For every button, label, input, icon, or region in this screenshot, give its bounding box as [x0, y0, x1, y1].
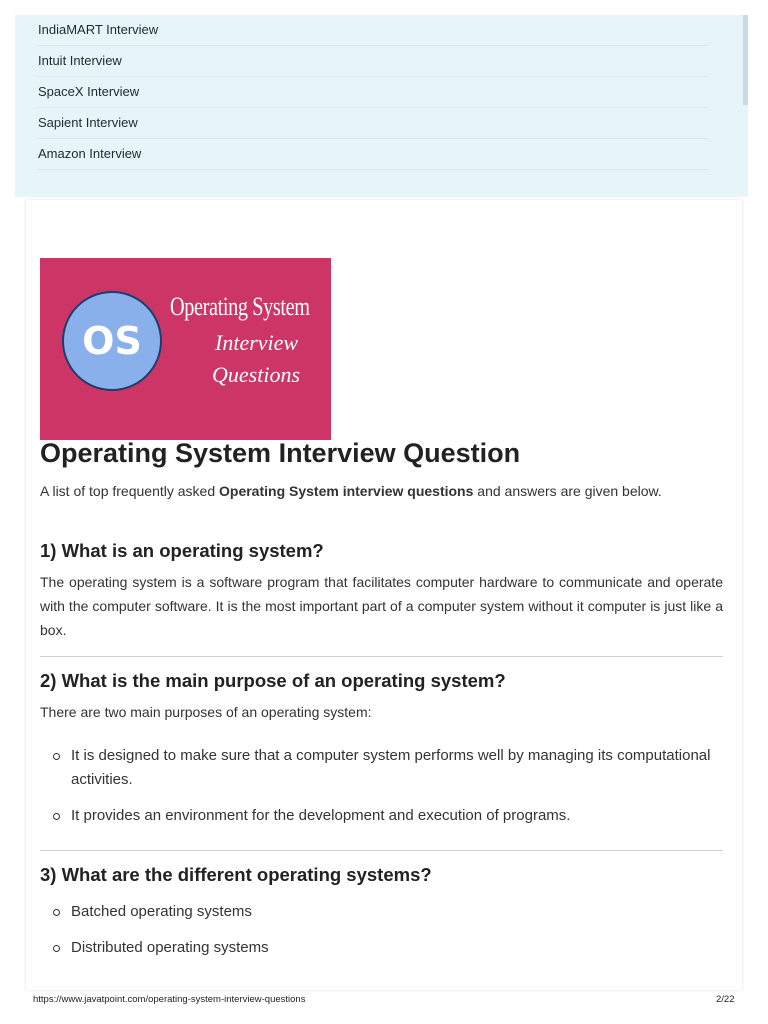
intro-text-start: A list of top frequently asked — [40, 483, 219, 499]
page-title: Operating System Interview Question — [40, 438, 521, 468]
list-item: Distributed operating systems — [40, 936, 723, 960]
question-1-heading: 1) What is an operating system? — [40, 540, 324, 561]
os-logo-circle: OS — [62, 291, 162, 391]
question-1-answer: The operating system is a software program that facilitates computer hardware to communicate and operate with the computer software. It is the most important part of a computer system without it computer is just like a box. — [40, 574, 723, 638]
question-2-intro: There are two main purposes of an operating system: — [40, 704, 372, 720]
related-link-sapient[interactable]: Sapient Interview — [38, 108, 708, 139]
intro-text-end: and answers are given below. — [473, 483, 662, 499]
question-3-heading: 3) What are the different operating systems? — [40, 864, 432, 885]
footer-url: https://www.javatpoint.com/operating-system-interview-questions — [33, 994, 306, 1005]
intro-text-bold: Operating System interview questions — [219, 483, 474, 499]
question-2-heading: 2) What is the main purpose of an operating system? — [40, 670, 506, 691]
related-link-intuit[interactable]: Intuit Interview — [38, 46, 708, 77]
related-link-indiamart[interactable]: IndiaMART Interview — [38, 15, 708, 46]
list-item: It is designed to make sure that a computer system performs well by managing its computational activities. — [40, 744, 723, 792]
banner-title: Operating System — [170, 292, 310, 321]
list-item: Batched operating systems — [40, 900, 723, 924]
divider — [40, 850, 723, 851]
banner-subtitle-interview: Interview — [215, 330, 299, 355]
intro-paragraph — [40, 479, 723, 503]
divider — [40, 656, 723, 657]
list-item: It provides an environment for the development and execution of programs. — [40, 804, 723, 828]
banner-subtitle-questions: Questions — [212, 362, 300, 387]
footer-page-number: 2/22 — [716, 994, 735, 1005]
panel-scrollbar[interactable] — [743, 15, 748, 105]
related-link-spacex[interactable]: SpaceX Interview — [38, 77, 708, 108]
related-link-amazon[interactable]: Amazon Interview — [38, 139, 708, 170]
related-interviews-panel — [15, 15, 748, 197]
os-banner-image — [40, 258, 331, 440]
